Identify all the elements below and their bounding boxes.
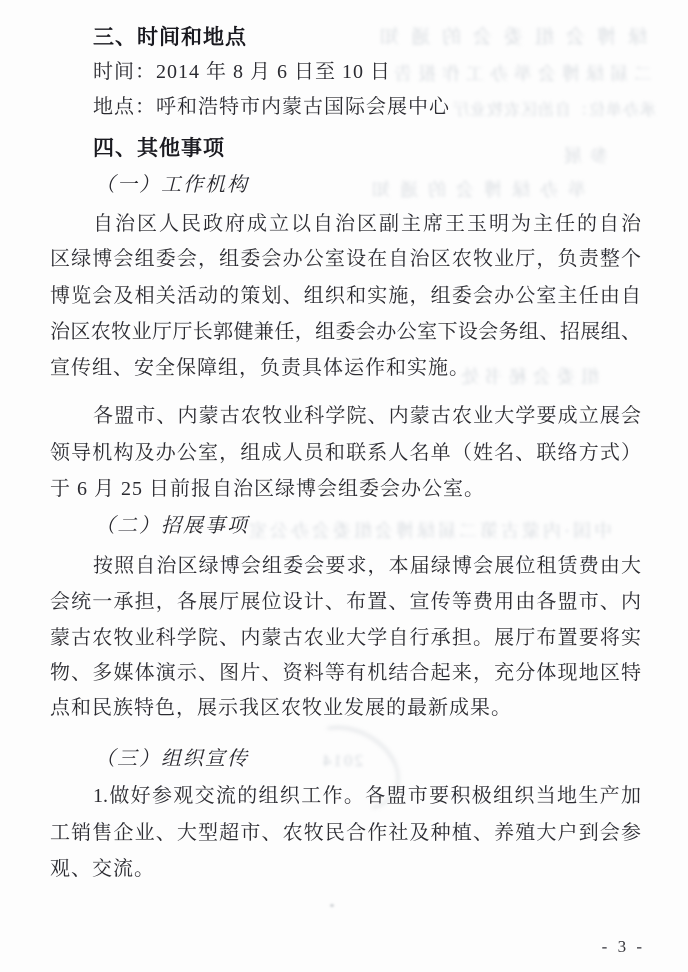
subheading-work-organization: （一）工作机构 [95, 174, 249, 196]
bleed-through-text: 举办绿博会的通知 [362, 180, 586, 200]
bleed-through-text: 中国·内蒙古第二届绿博会组委会办公室 [246, 521, 612, 541]
heading-time-and-place: 三、时间和地点 [93, 26, 247, 49]
para-report-line: 各盟市、内蒙古农牧业科学院、内蒙古农业大学要成立展会 [93, 405, 641, 427]
bleed-through-text: 承办单位：自治区农牧业厅 [452, 102, 657, 119]
para-work-org-line: 宣传组、安全保障组，负责具体运作和实施。 [50, 357, 470, 379]
para-exhibition-line: 蒙古农牧业科学院、内蒙古农业大学自行承担。展厅布置要将实 [50, 627, 641, 649]
bleed-through-text: 组委会秘书处 [455, 367, 599, 387]
para-publicity-line: 工销售企业、大型超市、农牧民合作社及种植、养殖大户到会参 [50, 822, 641, 844]
para-publicity-line: 观、交流。 [50, 858, 155, 880]
scan-speck [330, 904, 334, 907]
bleed-through-text: 绿博会组委会的通知 [368, 27, 648, 48]
para-work-org-line: 区绿博会组委会，组委会办公室设在自治区农牧业厅，负责整个 [50, 248, 641, 270]
bleed-through-text: 参展 [556, 146, 608, 166]
para-exhibition-line: 会统一承担，各展厅展位设计、布置、宣传等费用由各盟市、内 [50, 591, 641, 613]
para-work-org-line: 博览会及相关活动的策划、组织和实施，组委会办公室主任由自 [50, 285, 641, 307]
bleed-through-numerals: 2014 [321, 751, 363, 770]
line-time: 时间：2014 年 8 月 6 日至 10 日 [93, 61, 391, 83]
subheading-publicity: （三）组织宣传 [95, 748, 249, 770]
subheading-exhibition-matters: （二）招展事项 [95, 515, 249, 537]
para-publicity-line: 1.做好参观交流的组织工作。各盟市要积极组织当地生产加 [93, 785, 641, 807]
para-exhibition-line: 物、多媒体演示、图片、资料等有机结合起来，充分体现地区特 [50, 662, 641, 684]
page-number: - 3 - [601, 937, 645, 956]
line-place: 地点：呼和浩特市内蒙古国际会展中心 [93, 96, 450, 118]
para-report-line: 领导机构及办公室，组成人员和联系人名单（姓名、联络方式） [50, 442, 641, 464]
para-exhibition-line: 按照自治区绿博会组委会要求，本届绿博会展位租赁费由大 [93, 555, 641, 577]
heading-other-items: 四、其他事项 [93, 137, 225, 160]
para-report-line: 于 6 月 25 日前报自治区绿博会组委会办公室。 [50, 478, 485, 500]
bleed-through-text: 二届绿博会举办工作报告 [388, 64, 652, 84]
para-exhibition-line: 点和民族特色，展示我区农牧业发展的最新成果。 [50, 697, 512, 719]
para-work-org-line: 治区农牧业厅厅长郭健兼任，组委会办公室下设会务组、招展组、 [50, 321, 641, 343]
para-work-org-line: 自治区人民政府成立以自治区副主席王玉明为主任的自治 [93, 213, 641, 235]
